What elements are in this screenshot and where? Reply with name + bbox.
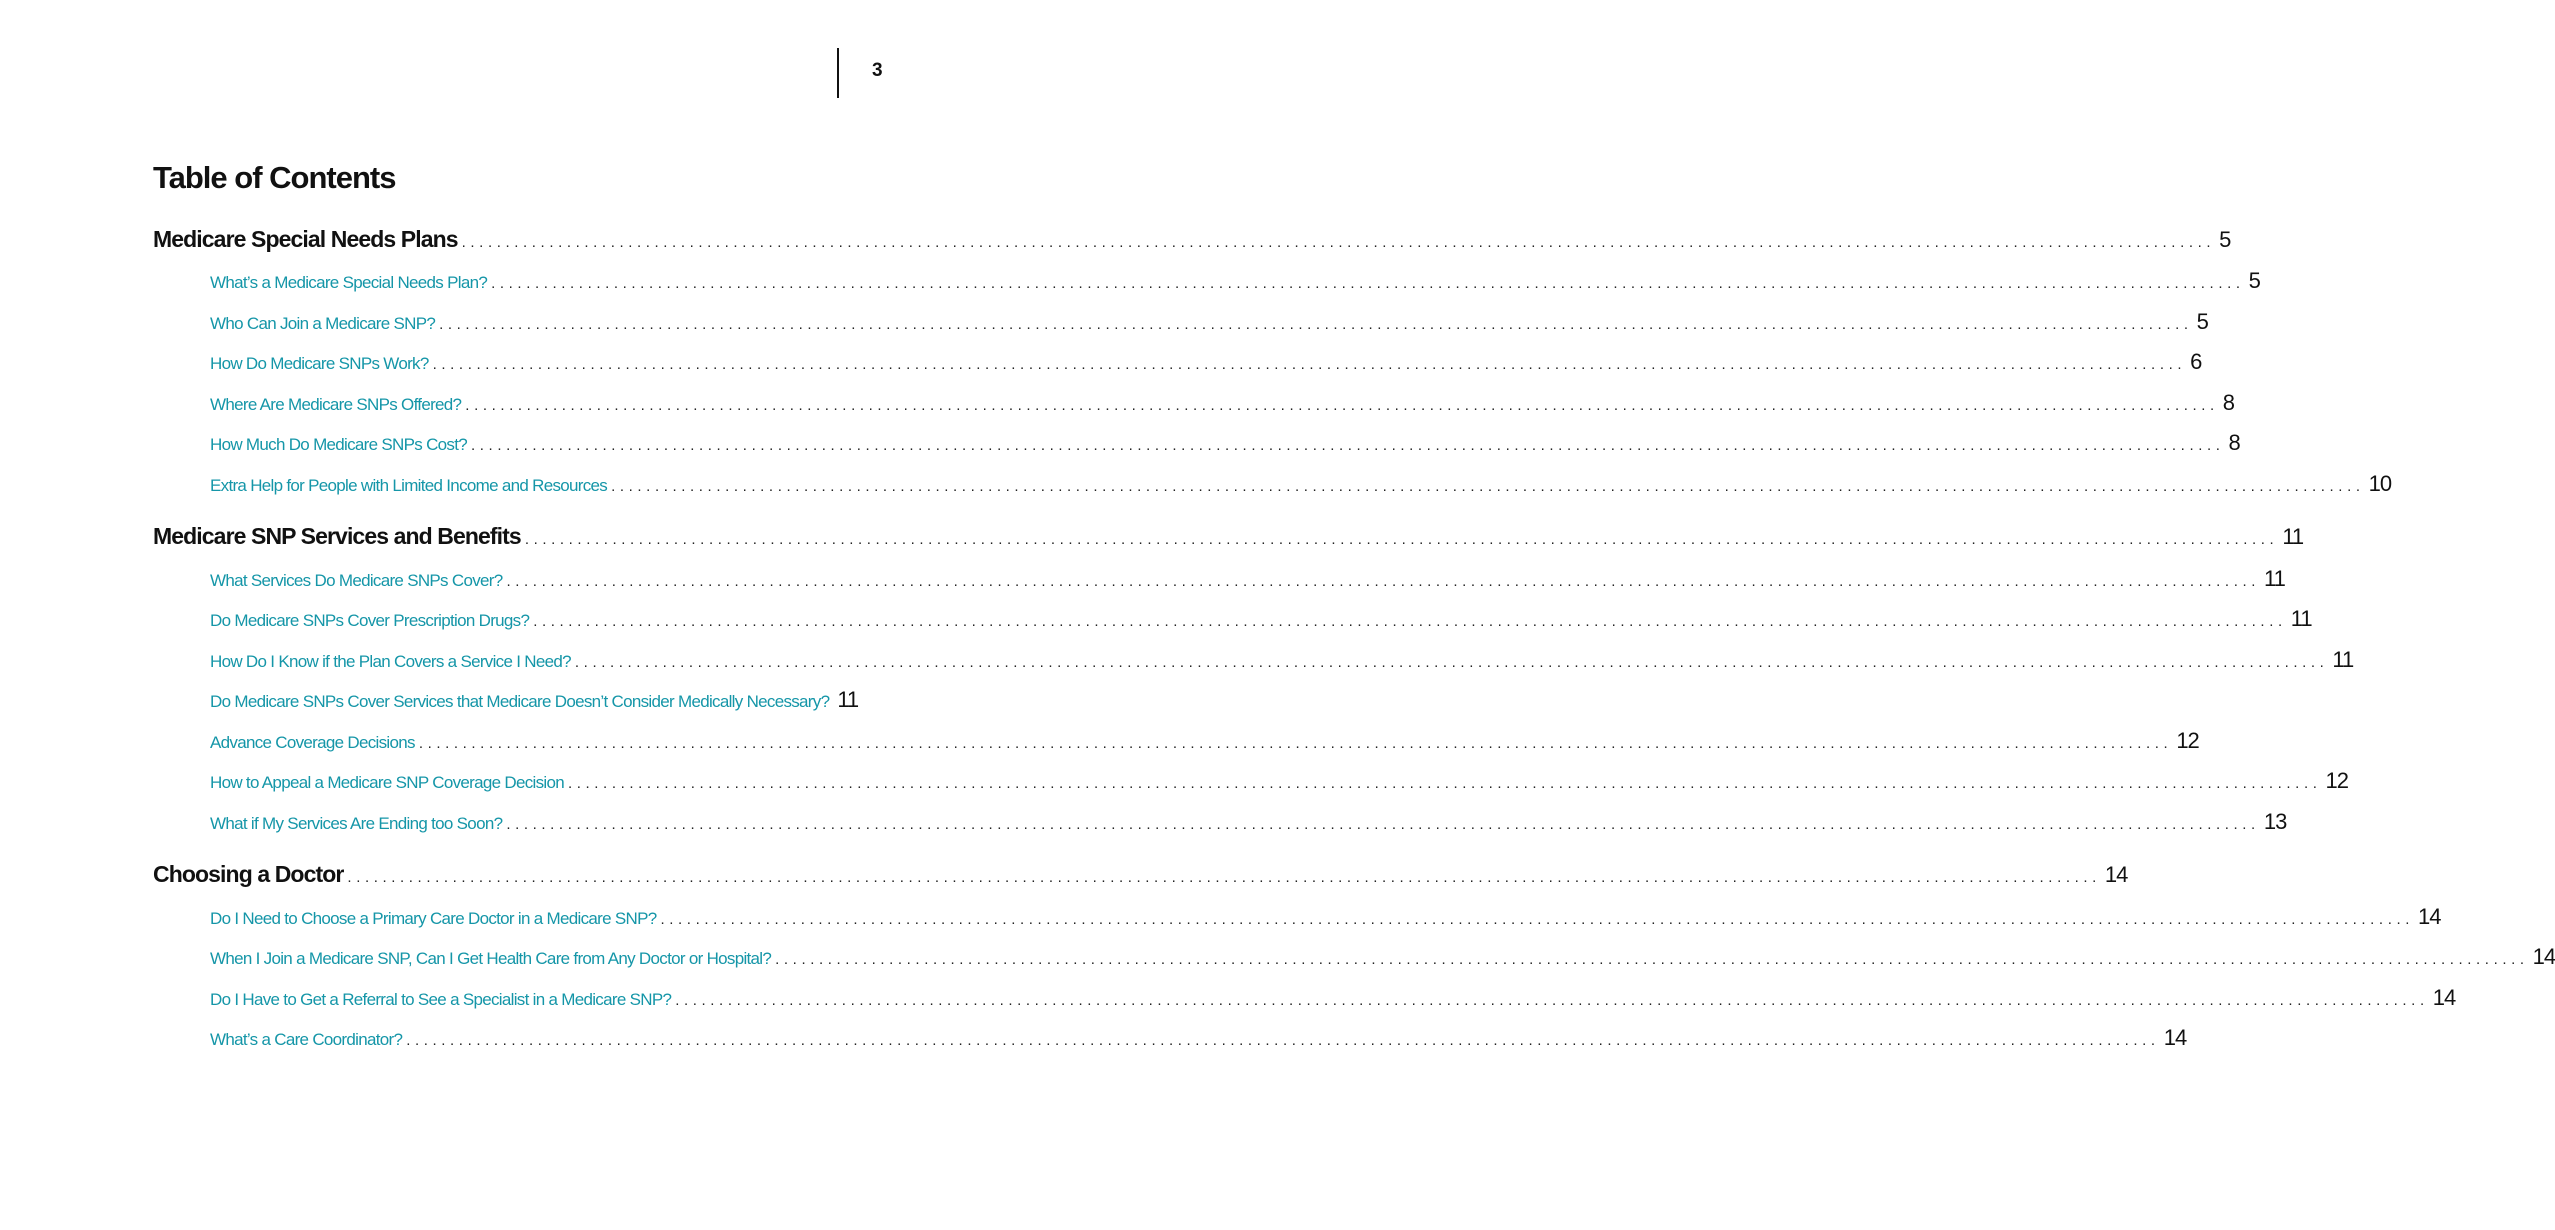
toc-entry[interactable] [210, 768, 2348, 794]
dot-leader: ........................................................................................................................................................................................................ [611, 478, 2365, 495]
dot-leader: ........................................................................................................................................................................................................ [432, 356, 2187, 373]
entry-label: What’s a Care Coordinator? [210, 1030, 403, 1049]
entry-label: How Do I Know if the Plan Covers a Service I Need? [210, 652, 571, 671]
toc-entry[interactable] [210, 904, 2441, 930]
section-page-number: 11 [2282, 524, 2304, 549]
entry-label: Extra Help for People with Limited Income and Resources [210, 476, 608, 495]
toc-entry[interactable] [210, 985, 2456, 1011]
dot-leader: ........................................................................................................................................................................................................ [406, 1032, 2160, 1049]
entry-page-number: 11 [2264, 566, 2285, 591]
dot-leader: ........................................................................................................................................................................................................ [660, 911, 2414, 928]
entry-page-number: 11 [837, 687, 859, 712]
section-page-number: 5 [2219, 227, 2231, 252]
entry-label: What’s a Medicare Special Needs Plan? [210, 273, 488, 292]
entry-label: Do I Need to Choose a Primary Care Doctor in a Medicare SNP? [210, 909, 657, 928]
dot-leader: ........................................................................................................................................................................................................ [533, 613, 2287, 630]
entry-label: Where Are Medicare SNPs Offered? [210, 395, 462, 414]
dot-leader: ........................................................................................................................................................................................................ [506, 816, 2260, 833]
dot-leader: ........................................................................................................................................................................................................ [418, 735, 2173, 752]
section-title: Choosing a Doctor [153, 861, 344, 887]
entry-page-number: 8 [2228, 430, 2240, 455]
toc-entry[interactable] [210, 687, 859, 713]
entry-page-number: 6 [2190, 349, 2202, 374]
entry-label: Advance Coverage Decisions [210, 733, 415, 752]
entry-page-number: 5 [2248, 268, 2260, 293]
toc-entry[interactable] [210, 647, 2354, 673]
toc-entry[interactable] [210, 606, 2312, 632]
toc-entry[interactable] [210, 390, 2235, 416]
entry-label: Do Medicare SNPs Cover Services that Medicare Doesn’t Consider Medically Necessary? [210, 692, 830, 711]
entry-page-number: 14 [2532, 944, 2555, 969]
entry-page-number: 10 [2368, 471, 2392, 496]
entry-page-number: 12 [2325, 768, 2348, 793]
toc-section-medicare-snp-services-and-benefits[interactable] [153, 523, 2304, 550]
entry-label: When I Join a Medicare SNP, Can I Get Health Care from Any Doctor or Hospital? [210, 949, 772, 968]
dot-leader: ........................................................................................................................................................................................................ [574, 654, 2329, 671]
entry-page-number: 14 [2163, 1025, 2187, 1050]
toc-section-medicare-special-needs-plans[interactable] [153, 226, 2231, 253]
toc-entry[interactable] [210, 566, 2285, 592]
dot-leader: ........................................................................................................................................................................................................ [567, 775, 2322, 792]
dot-leader: ........................................................................................................................................................................................................ [506, 573, 2260, 590]
page-number: 3 [872, 60, 883, 81]
entry-page-number: 14 [2418, 904, 2441, 929]
entry-label: Who Can Join a Medicare SNP? [210, 314, 436, 333]
dot-leader: ........................................................................................................................................................................................................ [347, 869, 2101, 886]
entry-page-number: 11 [2332, 647, 2354, 672]
toc-entry[interactable] [210, 471, 2392, 497]
entry-page-number: 8 [2222, 390, 2235, 415]
dot-leader: ........................................................................................................................................................................................................ [471, 437, 2225, 454]
entry-page-number: 11 [2290, 606, 2312, 631]
toc-entry[interactable] [210, 309, 2208, 335]
toc-entry[interactable] [210, 809, 2287, 835]
toc-entry[interactable] [210, 268, 2260, 294]
entry-label: Do Medicare SNPs Cover Prescription Drugs? [210, 611, 530, 630]
dot-leader: ........................................................................................................................................................................................................ [491, 275, 2245, 292]
entry-page-number: 14 [2432, 985, 2456, 1010]
dot-leader: ........................................................................................................................................................................................................ [439, 316, 2193, 333]
section-title: Medicare Special Needs Plans [153, 226, 458, 252]
toc-entry[interactable] [210, 728, 2199, 754]
page-title: Table of Contents [153, 160, 396, 195]
toc-entry[interactable] [210, 1025, 2187, 1051]
entry-label: How Do Medicare SNPs Work? [210, 354, 429, 373]
section-page-number: 14 [2104, 862, 2128, 887]
dot-leader: ........................................................................................................................................................................................................ [465, 397, 2219, 414]
entry-label: What if My Services Are Ending too Soon? [210, 814, 503, 833]
toc-entry[interactable] [210, 349, 2202, 375]
entry-page-number: 12 [2176, 728, 2199, 753]
toc-entry[interactable] [210, 944, 2555, 970]
dot-leader: ........................................................................................................................................................................................................ [461, 234, 2216, 251]
dot-leader: ........................................................................................................................................................................................................ [775, 951, 2529, 968]
toc-section-choosing-a-doctor[interactable] [153, 861, 2128, 888]
entry-page-number: 13 [2263, 809, 2287, 834]
dot-leader: ........................................................................................................................................................................................................ [675, 992, 2429, 1009]
dot-leader: ........................................................................................................................................................................................................ [524, 531, 2279, 548]
toc-entry[interactable] [210, 430, 2240, 456]
entry-label: Do I Have to Get a Referral to See a Specialist in a Medicare SNP? [210, 990, 672, 1009]
entry-label: What Services Do Medicare SNPs Cover? [210, 571, 503, 590]
entry-label: How Much Do Medicare SNPs Cost? [210, 435, 468, 454]
entry-page-number: 5 [2196, 309, 2208, 334]
page-rule [837, 48, 839, 98]
entry-label: How to Appeal a Medicare SNP Coverage Decision [210, 773, 564, 792]
section-title: Medicare SNP Services and Benefits [153, 523, 521, 549]
